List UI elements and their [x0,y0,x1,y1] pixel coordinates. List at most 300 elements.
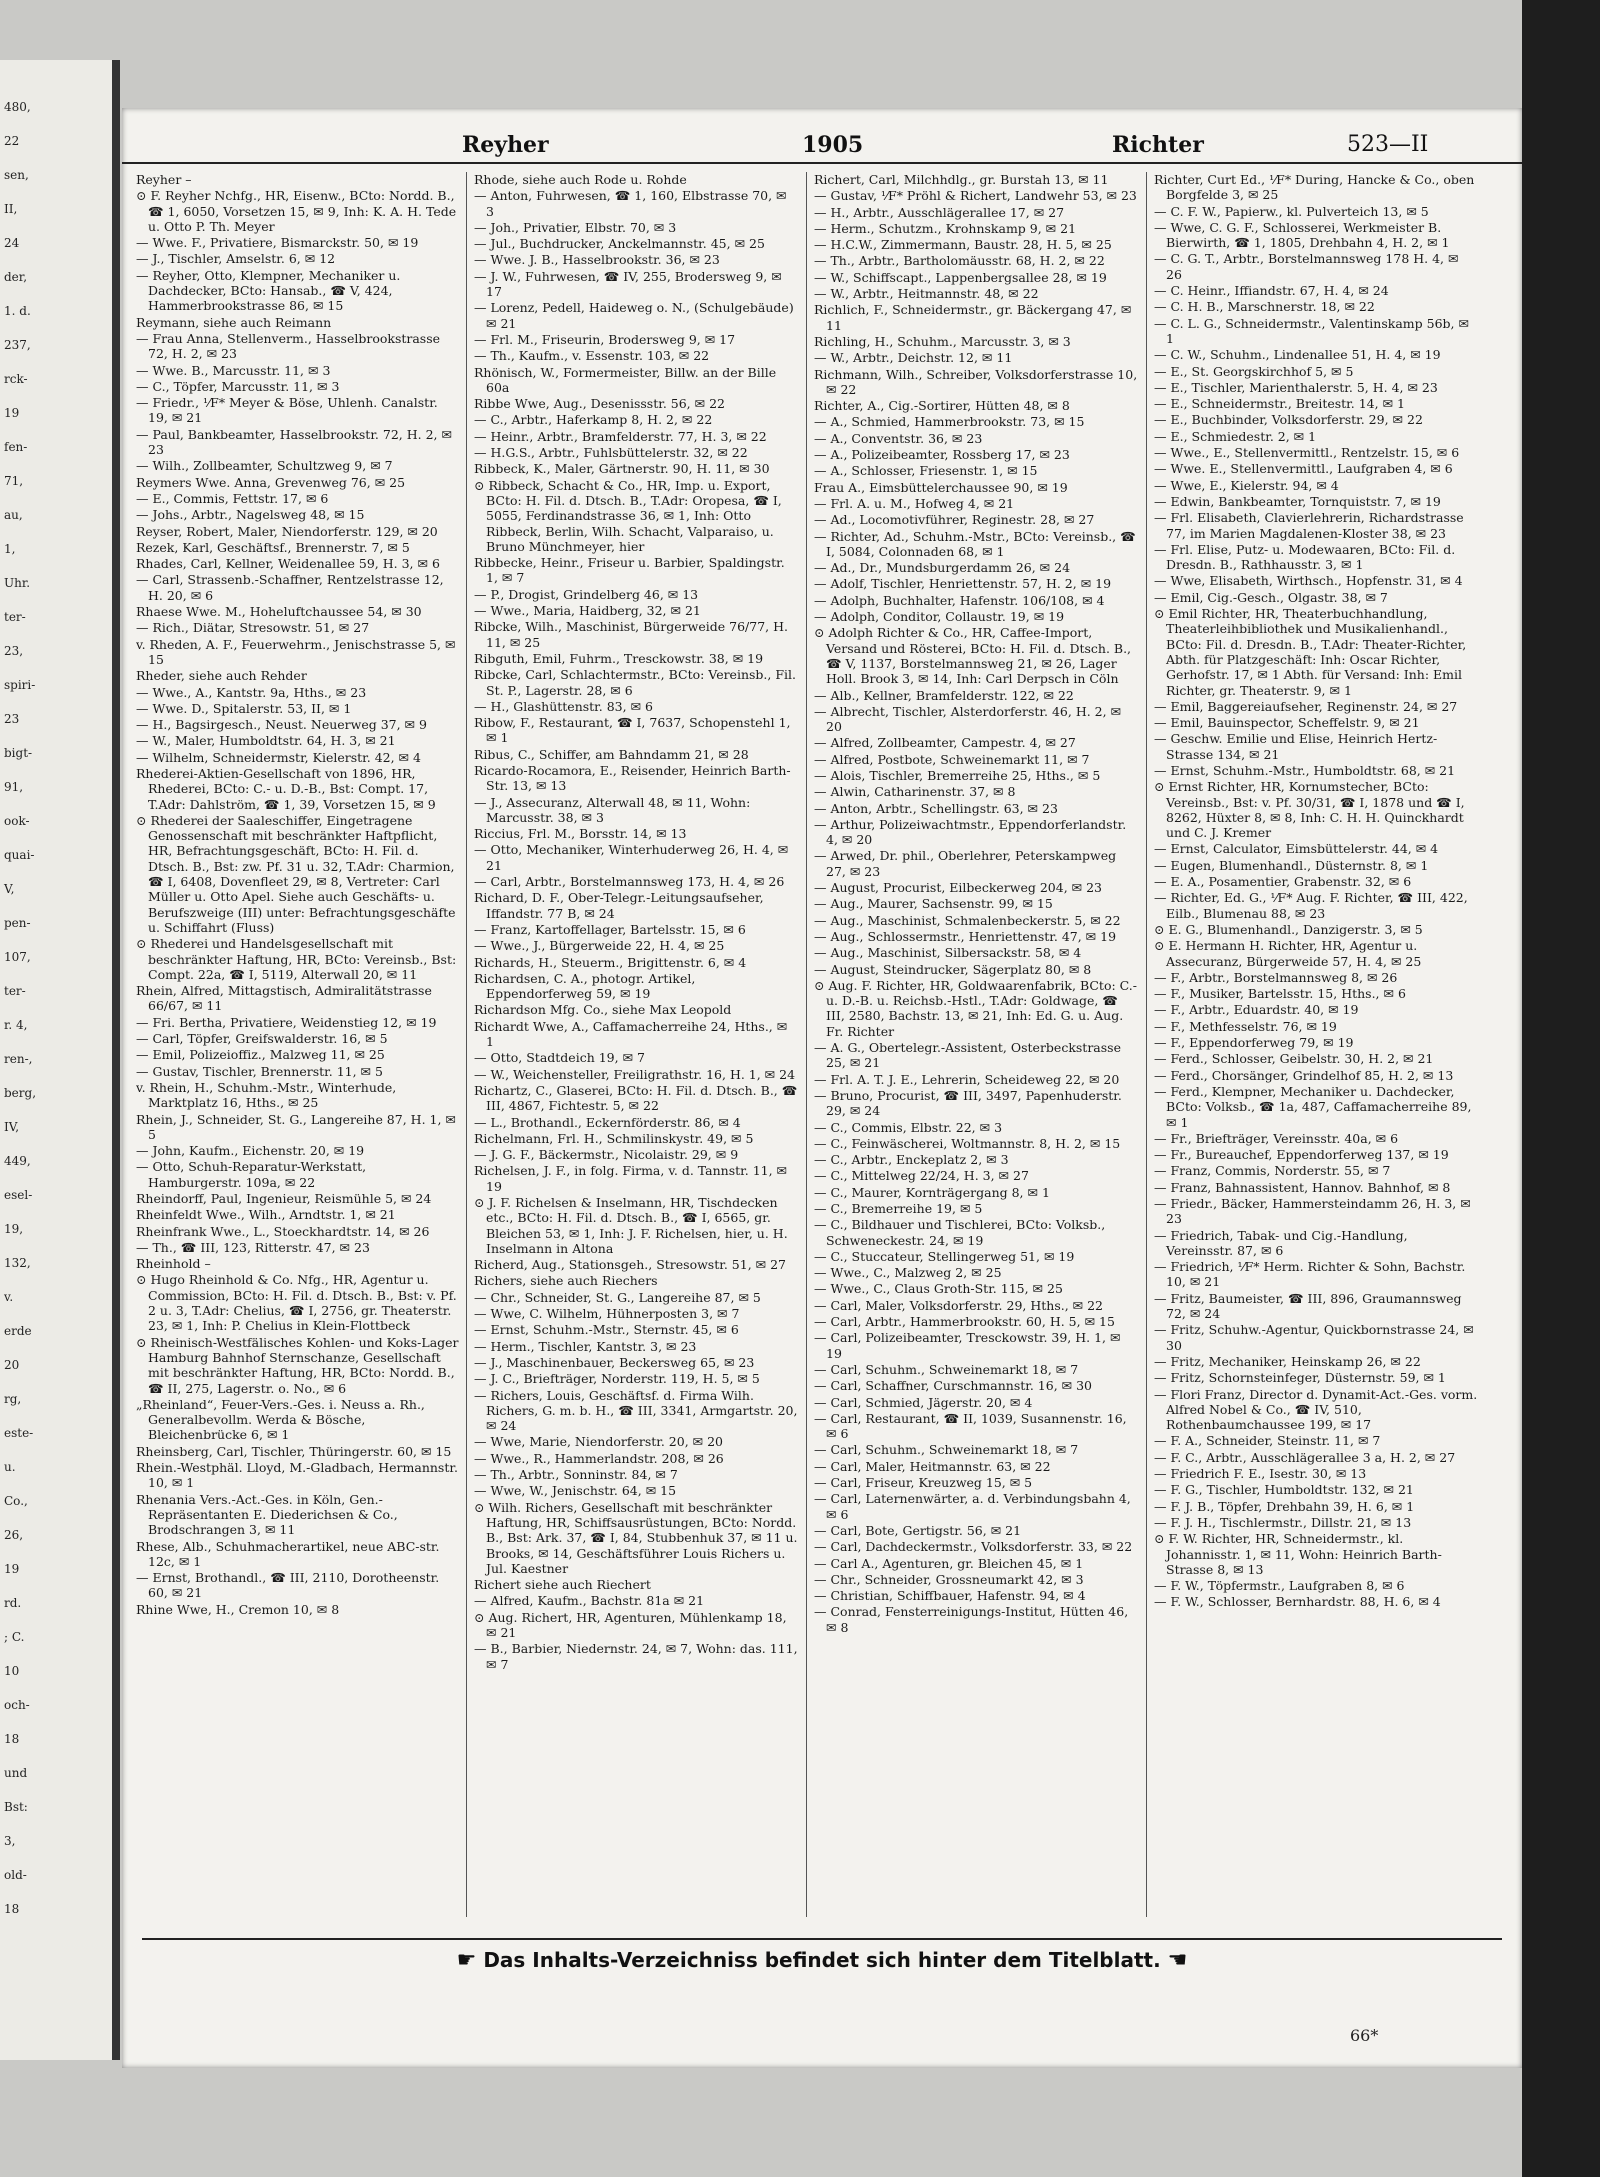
directory-entry: — Carl, Arbtr., Borstelmannsweg 173, H. 4, ✉ 26 [474,874,785,890]
directory-entry: — C. H. B., Marschnerstr. 18, ✉ 22 [1154,299,1375,315]
directory-entry: — Fritz, Schuhw.-Agentur, Quickbornstrasse 24, ✉ 30 [1154,1322,1474,1353]
directory-entry: — F. W., Töpfermstr., Laufgraben 8, ✉ 6 [1154,1578,1405,1594]
directory-entry: Ribbeck, K., Maler, Gärtnerstr. 90, H. 11, ✉ 30 [474,461,770,477]
column-divider [1146,172,1147,1917]
directory-entry: Ribbecke, Heinr., Friseur u. Barbier, Spaldingstr. 1, ✉ 7 [474,555,785,586]
previous-page-fragment: 107, [4,950,31,964]
directory-entry: Richardson Mfg. Co., siehe Max Leopold [474,1002,732,1018]
previous-page-fragment: ter- [4,984,26,998]
directory-entry: Rhederei-Aktien-Gesellschaft von 1896, HR, Rhederei, BCto: C.- u. D.-B., Bst: Compt. 17, T.Adr: Dahlström, ☎ 1, 39, Vorsetzen 15, ✉ 9 [136,765,436,812]
directory-entry: Richardt Wwe, A., Caffamacherreihe 24, Hths., ✉ 1 [474,1018,788,1050]
previous-page-fragment: der, [4,270,28,284]
directory-entry: — Reyher, Otto, Klempner, Mechaniker u. Dachdecker, BCto: Hansab., ☎ V, 424, Hammerbrookstrasse 86, ✉ 15 [136,267,401,314]
directory-entry: — Wwe, E., Kielerstr. 94, ✉ 4 [1154,477,1339,493]
directory-entry: — Frl. A. T. J. E., Lehrerin, Scheideweg 22, ✉ 20 [814,1071,1120,1087]
directory-entry: — Arwed, Dr. phil., Oberlehrer, Peterskampweg 27, ✉ 23 [814,848,1117,879]
directory-entry: — August, Procurist, Eilbeckerweg 204, ✉ 23 [814,880,1103,896]
previous-page-fragment: Uhr. [4,576,31,590]
directory-entry: Rhein, J., Schneider, St. G., Langereihe 87, H. 1, ✉ 5 [136,1111,456,1142]
directory-entry: — H.G.S., Arbtr., Fuhlsbüttelerstr. 32, ✉ 22 [474,445,748,461]
directory-entry: Richartz, C., Glaserei, BCto: H. Fil. d. Dtsch. B., ☎ III, 4867, Fichtestr. 5, ✉ 22 [474,1082,798,1114]
directory-entry: — Wwe. F., Privatiere, Bismarckstr. 50, ✉ 19 [136,235,419,251]
directory-entry: — Ernst, Brothandl., ☎ III, 2110, Dorotheenstr. 60, ✉ 21 [136,1570,440,1601]
directory-entry: — Franz, Bahnassistent, Hannov. Bahnhof, ✉ 8 [1154,1179,1451,1195]
directory-entry: — Fritz, Baumeister, ☎ III, 896, Graumannsweg 72, ✉ 24 [1154,1290,1462,1322]
directory-entry: — Otto, Schuh-Reparatur-Werkstatt, Hamburgerstr. 109a, ✉ 22 [136,1159,367,1190]
previous-page-fragment: fen- [4,440,28,454]
pointing-hand-icon: ☚ [1167,1948,1188,1973]
directory-entry: — W., Schiffscapt., Lappenbergsallee 28, ✉ 19 [814,269,1107,285]
directory-entry: ⊙ Rheinisch-Westfälisches Kohlen- und Koks-Lager Hamburg Bahnhof Sternschanze, Gesellschaft mit beschränkter Haftung, HR, BCto: Nordd. B., ☎ II, 275, Lagerstr. o. No., ✉ 6 [136,1334,459,1396]
directory-entry: — Ad., Locomotivführer, Reginestr. 28, ✉ 27 [814,512,1095,528]
previous-page-fragment: 18 [4,1732,20,1746]
previous-page-fragment: spiri- [4,678,36,692]
previous-page-fragment: rd. [4,1596,22,1610]
header-page-number: 523—II [1347,132,1429,157]
directory-entry: — Wwe., A., Kantstr. 9a, Hths., ✉ 23 [136,684,367,700]
directory-entry: — E., Tischler, Marienthalerstr. 5, H. 4, ✉ 23 [1154,379,1438,395]
directory-entry: — Heinr., Arbtr., Bramfelderstr. 77, H. 3, ✉ 22 [474,428,767,444]
directory-entry: — Flori Franz, Director d. Dynamit-Act.-Ges. vorm. Alfred Nobel & Co., ☎ IV, 510, Rothenbaumchaussee 199, ✉ 17 [1154,1386,1478,1433]
directory-entry: Rhein.-Westphäl. Lloyd, M.-Gladbach, Hermannstr. 10, ✉ 1 [136,1460,458,1491]
header-first-entry: Reyher [462,132,549,158]
directory-entry: — Carl, Friseur, Kreuzweg 15, ✉ 5 [814,1475,1033,1491]
directory-entry: Rheinsberg, Carl, Tischler, Thüringerstr. 60, ✉ 15 [136,1443,452,1459]
directory-entry: — Carl, Bote, Gertigstr. 56, ✉ 21 [814,1522,1022,1538]
directory-entry: — Bruno, Procurist, ☎ III, 3497, Papenhuderstr. 29, ✉ 24 [814,1087,1122,1119]
directory-entry: — Carl, Töpfer, Greifswalderstr. 16, ✉ 5 [136,1031,388,1047]
directory-entry: — Carl, Restaurant, ☎ II, 1039, Susannenstr. 16, ✉ 6 [814,1410,1127,1442]
previous-page-fragment: 71, [4,474,24,488]
directory-entry: — Adolph, Buchhalter, Hafenstr. 106/108, ✉ 4 [814,592,1105,608]
directory-entry: — Friedr., ⅟F* Meyer & Böse, Uhlenh. Canalstr. 19, ✉ 21 [136,395,438,426]
directory-entry: — Fritz, Mechaniker, Heinskamp 26, ✉ 22 [1154,1353,1421,1369]
directory-entry: — H.C.W., Zimmermann, Baustr. 28, H. 5, ✉ 25 [814,237,1112,253]
previous-page-fragment: rg, [4,1392,22,1406]
footer-rule [142,1938,1502,1940]
directory-entry: — Aug., Maschinist, Schmalenbeckerstr. 5, ✉ 22 [814,912,1121,928]
directory-entry: — E., St. Georgskirchhof 5, ✉ 5 [1154,363,1354,379]
footer-note [122,1948,1522,1973]
directory-entry: — H., Arbtr., Ausschlägerallee 17, ✉ 27 [814,204,1065,220]
directory-entry: — C., Maurer, Kornträgergang 8, ✉ 1 [814,1184,1050,1200]
previous-page-fragment: 19, [4,1222,24,1236]
previous-page-fragment: 449, [4,1154,31,1168]
directory-entry: — Albrecht, Tischler, Alsterdorferstr. 46, H. 2, ✉ 20 [814,703,1122,735]
previous-page-fragment: 18 [4,1902,20,1916]
directory-entry: Richlich, F., Schneidermstr., gr. Bäckergang 47, ✉ 11 [814,302,1132,333]
directory-entry: — Alwin, Catharinenstr. 37, ✉ 8 [814,784,1016,800]
directory-entry: — Adolf, Tischler, Henriettenstr. 57, H. 2, ✉ 19 [814,576,1112,592]
directory-entry: — Wwe. E., Stellenvermittl., Laufgraben 4, ✉ 6 [1154,461,1453,477]
directory-entry: ⊙ Adolph Richter & Co., HR, Caffee-Import, Versand und Rösterei, BCto: H. Fil. d. Dtsch. B., ☎ V, 1137, Borstelmannsweg 21, ✉ 26, Lager Holl. Brook 3, ✉ 14, Inh: Carl Derpsch in Cöln [814,625,1132,687]
directory-entry: — Wwe., R., Hammerlandstr. 208, ✉ 26 [474,1450,724,1466]
directory-entry: — Wwe., C., Claus Groth-Str. 115, ✉ 25 [814,1281,1063,1297]
directory-entry: Rhode, siehe auch Rode u. Rohde [474,172,687,187]
previous-page-fragment: sen, [4,168,29,182]
previous-page-edge [0,60,120,2060]
directory-entry: — Wilh., Zollbeamter, Schultzweg 9, ✉ 7 [136,458,393,474]
previous-page-fragment: ren-, [4,1052,33,1066]
directory-entry: Richelmann, Frl. H., Schmilinskystr. 49, ✉ 5 [474,1130,754,1146]
previous-page-fragment: ter- [4,610,26,624]
directory-entry: — F. J. B., Töpfer, Drehbahn 39, H. 6, ✉ 1 [1154,1498,1415,1514]
directory-entry: Richter, A., Cig.-Sortirer, Hütten 48, ✉ 8 [814,398,1070,414]
directory-entry: — Emil, Polizeioffiz., Malzweg 11, ✉ 25 [136,1047,385,1063]
directory-entry: — J., Assecuranz, Alterwall 48, ✉ 11, Wohn: Marcusstr. 38, ✉ 3 [474,794,751,825]
directory-entry: — Wwe, Elisabeth, Wirthsch., Hopfenstr. 31, ✉ 4 [1154,573,1463,589]
directory-entry: — Richter, Ed. G., ⅟F* Aug. F. Richter, ☎ III, 422, Eilb., Blumenau 88, ✉ 23 [1154,890,1468,921]
column-1 [136,172,460,1917]
directory-entry: — Th., Arbtr., Sonninstr. 84, ✉ 7 [474,1467,678,1483]
directory-entry: — E., Buchbinder, Volksdorferstr. 29, ✉ 22 [1154,412,1423,428]
directory-entry: — Ferd., Chorsänger, Grindelhof 85, H. 2, ✉ 13 [1154,1067,1454,1083]
header-last-entry: Richter [1112,132,1204,158]
directory-entry: — C. G. T., Arbtr., Borstelmannsweg 178 H. 4, ✉ 26 [1154,251,1459,282]
directory-entry: — E., Schneidermstr., Breitestr. 14, ✉ 1 [1154,396,1405,412]
directory-entry: — J. C., Briefträger, Norderstr. 119, H. 5, ✉ 5 [474,1371,760,1387]
directory-entry: — A., Schmied, Hammerbrookstr. 73, ✉ 15 [814,414,1085,430]
directory-entry: — P., Drogist, Grindelberg 46, ✉ 13 [474,586,699,602]
directory-entry: — Gustav, ⅟F* Pröhl & Richert, Landwehr 53, ✉ 23 [814,188,1137,204]
directory-entry: Richers, siehe auch Riechers [474,1273,658,1289]
directory-entry: — Wwe., E., Stellenvermittl., Rentzelstr. 15, ✉ 6 [1154,445,1460,461]
previous-page-fragment: 19 [4,406,20,420]
previous-page-fragment: IV, [4,1120,20,1134]
directory-entry: — F. G., Tischler, Humboldtstr. 132, ✉ 21 [1154,1482,1414,1498]
directory-entry: — Richers, Louis, Geschäftsf. d. Firma Wilh. Richers, G. m. b. H., ☎ III, 3341, Armgartstr. 20, ✉ 24 [474,1387,798,1434]
previous-page-fragment: v. [4,1290,14,1304]
directory-entry: — Alois, Tischler, Bremerreihe 25, Hths., ✉ 5 [814,767,1101,783]
directory-entry: — Emil, Cig.-Gesch., Olgastr. 38, ✉ 7 [1154,589,1388,605]
directory-entry: ⊙ F. Reyher Nchfg., HR, Eisenw., BCto: Nordd. B., ☎ 1, 6050, Vorsetzen 15, ✉ 9, Inh: K. A. H. Tede u. Otto P. Th. Meyer [136,188,457,234]
directory-entry: — Alfred, Kaufm., Bachstr. 81a ✉ 21 [474,1593,705,1609]
previous-page-fragment: old- [4,1868,27,1882]
directory-entry: — Wwe. D., Spitalerstr. 53, II, ✉ 1 [136,700,352,716]
directory-entry: Ribbe Wwe, Aug., Desenissstr. 56, ✉ 22 [474,396,725,412]
directory-entry: — C., Arbtr., Haferkamp 8, H. 2, ✉ 22 [474,412,713,428]
directory-entry: Richert siehe auch Riechert [474,1577,651,1593]
directory-entry: — Joh., Privatier, Elbstr. 70, ✉ 3 [474,219,677,235]
directory-entry: — Fr., Briefträger, Vereinsstr. 40a, ✉ 6 [1154,1130,1399,1146]
directory-entry: — Anton, Fuhrwesen, ☎ 1, 160, Elbstrasse 70, ✉ 3 [474,188,787,219]
directory-entry: — Franz, Kartoffellager, Bartelsstr. 15, ✉ 6 [474,921,746,937]
directory-entry: — Frau Anna, Stellenverm., Hasselbrookstrasse 72, H. 2, ✉ 23 [136,330,441,362]
previous-page-fragment: rck- [4,372,28,386]
directory-entry: — J., Tischler, Amselstr. 6, ✉ 12 [136,251,336,267]
directory-entry: — J. G. F., Bäckermstr., Nicolaistr. 29, ✉ 9 [474,1147,739,1163]
directory-entry: — Conrad, Fensterreinigungs-Institut, Hütten 46, ✉ 8 [814,1604,1129,1635]
previous-page-fragment: quai- [4,848,35,862]
directory-entry: ⊙ E. Hermann H. Richter, HR, Agentur u. Assecuranz, Bürgerweide 57, H. 4, ✉ 25 [1154,938,1422,969]
directory-entry: — Franz, Commis, Norderstr. 55, ✉ 7 [1154,1163,1391,1179]
directory-entry: — John, Kaufm., Eichenstr. 20, ✉ 19 [136,1143,365,1159]
directory-entry: — H., Bagsirgesch., Neust. Neuerweg 37, ✉ 9 [136,717,427,733]
directory-entry: — Alfred, Postbote, Schweinemarkt 11, ✉ 7 [814,751,1090,767]
directory-entry: Rheinhold – [136,1256,211,1272]
directory-entry: — Carl, Schuhm., Schweinemarkt 18, ✉ 7 [814,1442,1079,1458]
directory-entry: — Frl. Elisabeth, Clavierlehrerin, Richardstrasse 77, im Marien Magdalenen-Kloster 38, ✉ 23 [1154,510,1464,541]
previous-page-fragment: ook- [4,814,30,828]
directory-entry: Ribcke, Wilh., Maschinist, Bürgerweide 76/77, H. 11, ✉ 25 [474,619,788,650]
directory-entry: — Adolph, Conditor, Collaustr. 19, ✉ 19 [814,609,1065,625]
directory-entry: — Arthur, Polizeiwachtmstr., Eppendorferlandstr. 4, ✉ 20 [814,816,1127,848]
directory-entry: Frau A., Eimsbüttelerchaussee 90, ✉ 19 [814,479,1068,495]
previous-page-fragment: 3, [4,1834,16,1848]
directory-entry: — F. C., Arbtr., Ausschlägerallee 3 a, H. 2, ✉ 27 [1154,1449,1456,1465]
directory-entry: — E., Commis, Fettstr. 17, ✉ 6 [136,490,329,506]
previous-page-fragment: 26, [4,1528,24,1542]
directory-entry: — C. Heinr., Iffiandstr. 67, H. 4, ✉ 24 [1154,283,1389,299]
pointing-hand-icon: ☛ [456,1948,477,1973]
directory-entry: Richerd, Aug., Stationsgeh., Stresowstr. 51, ✉ 27 [474,1257,786,1273]
directory-entry: ⊙ F. W. Richter, HR, Schneidermstr., kl. Johannisstr. 1, ✉ 11, Wohn: Heinrich Barth-Strasse 8, ✉ 13 [1154,1531,1442,1577]
directory-entry: — Ferd., Klempner, Mechaniker u. Dachdecker, BCto: Volksb., ☎ 1a, 487, Caffamacherreihe 89, ✉ 1 [1154,1083,1472,1130]
previous-page-fragment: 24 [4,236,20,250]
directory-entry: — C., Töpfer, Marcusstr. 11, ✉ 3 [136,378,340,394]
directory-entry: — A. G., Obertelegr.-Assistent, Osterbeckstrasse 25, ✉ 21 [814,1040,1121,1071]
directory-entry: — Frl. A. u. M., Hofweg 4, ✉ 21 [814,495,1015,511]
column-2 [474,172,798,1917]
directory-entry: — C., Bremerreihe 19, ✉ 5 [814,1201,983,1216]
directory-entry: ⊙ Aug. Richert, HR, Agenturen, Mühlenkamp 18, ✉ 21 [474,1609,787,1641]
directory-entry: Richard, D. F., Ober-Telegr.-Leitungsaufseher, Iffandstr. 77 B, ✉ 24 [474,890,764,921]
previous-page-fragment: pen- [4,916,31,930]
directory-entry: Reymann, siehe auch Reimann [136,314,332,330]
directory-entry: — F. J. H., Tischlermstr., Dillstr. 21, ✉ 13 [1154,1514,1412,1530]
directory-entry: — Friedrich, ⅟F* Herm. Richter & Sohn, Bachstr. 10, ✉ 21 [1154,1259,1466,1290]
directory-entry: — L., Brothandl., Eckernförderstr. 86, ✉ 4 [474,1114,741,1130]
directory-entry: Riccius, Frl. M., Borsstr. 14, ✉ 13 [474,826,687,842]
directory-entry: — Th., Kaufm., v. Essenstr. 103, ✉ 22 [474,348,710,364]
previous-page-fragment: 22 [4,134,20,148]
directory-entry: — Wwe., J., Bürgerweide 22, H. 4, ✉ 25 [474,938,725,954]
directory-entry: Rhine Wwe, H., Cremon 10, ✉ 8 [136,1601,340,1617]
directory-entry: — Wwe. B., Marcusstr. 11, ✉ 3 [136,362,331,378]
directory-entry: — Eugen, Blumenhandl., Düsternstr. 8, ✉ 1 [1154,857,1429,873]
directory-entry: — F., Arbtr., Borstelmannsweg 8, ✉ 26 [1154,969,1398,985]
directory-entry: — C. L. G., Schneidermstr., Valentinskamp 56b, ✉ 1 [1154,315,1469,346]
directory-entry: — Ernst, Schuhm.-Mstr., Sternstr. 45, ✉ 6 [474,1322,739,1338]
directory-entry: — Aug., Maurer, Sachsenstr. 99, ✉ 15 [814,896,1053,912]
directory-entry: — F., Arbtr., Eduardstr. 40, ✉ 19 [1154,1002,1359,1018]
directory-entry: — Wwe., C., Malzweg 2, ✉ 25 [814,1265,1002,1281]
directory-entry: ⊙ Rhederei der Saaleschiffer, Eingetragene Genossenschaft mit beschränkter Haftpflicht, HR, Befrachtungsgeschäft, BCto: H. Fil. d. Dtsch. B., Bst: zw. Pf. 31 u. 32, T.Adr: Charmion, ☎ I, 6408, Dovenfleet 29, ✉ 8, Vertreter: Carl Müller u. Otto Apel. Siehe auch Geschäfts- u. Berufszweige (III) unter: Befrachtungsgeschäfte u. Schiffahrt (Fluss) [136,812,456,935]
directory-entry: — C., Commis, Elbstr. 22, ✉ 3 [814,1119,1003,1135]
directory-entry: — Alb., Kellner, Bramfelderstr. 122, ✉ 22 [814,687,1074,703]
previous-page-fragment: u. [4,1460,16,1474]
directory-entry: — Fritz, Schornsteinfeger, Düsternstr. 59, ✉ 1 [1154,1370,1446,1386]
previous-page-fragment: 237, [4,338,31,352]
directory-entry: — Chr., Schneider, St. G., Langereihe 87, ✉ 5 [474,1289,761,1305]
directory-entry: — Wwe. J. B., Hasselbrookstr. 36, ✉ 23 [474,252,720,268]
directory-entry: Rheindorff, Paul, Ingenieur, Reismühle 5, ✉ 24 [136,1191,432,1206]
directory-entry: — Edwin, Bankbeamter, Tornquiststr. 7, ✉ 19 [1154,493,1441,509]
directory-entry: — A., Polizeibeamter, Rossberg 17, ✉ 23 [814,447,1070,463]
directory-entry: Reyher – [136,172,192,187]
directory-entry: Ribus, C., Schiffer, am Bahndamm 21, ✉ 28 [474,746,749,762]
directory-entry: ⊙ E. G., Blumenhandl., Danzigerstr. 3, ✉ 5 [1154,921,1423,937]
footer-text: Das Inhalts-Verzeichniss befindet sich hinter dem Titelblatt. [483,1948,1161,1972]
directory-entry: Rezek, Karl, Geschäftsf., Brennerstr. 7, ✉ 5 [136,539,410,555]
directory-entry: ⊙ Rhederei und Handelsgesellschaft mit beschränkter Haftung, HR, BCto: Vereinsb., Bst: Compt. 22a, ☎ I, 5119, Alterwall 20, ✉ 11 [136,936,457,982]
directory-entry: ⊙ Emil Richter, HR, Theaterbuchhandlung, Theaterleihbibliothek und Musikalienhandl., BCto: Fil. d. Dresdn. B., T.Adr: Theater-Richter, Abth. für Platzgeschäft: Inh: Oscar Richter, Gerhofstr. 17, ✉ 1 Abth. für Versand: Inh: Emil Richter, gr. Theaterstr. 9, ✉ 1 [1154,606,1467,698]
previous-page-fragment: erde [4,1324,32,1338]
directory-entry: — Carl, Schmied, Jägerstr. 20, ✉ 4 [814,1394,1033,1410]
previous-page-fragment: V, [4,882,15,896]
directory-entry: — Carl, Schuhm., Schweinemarkt 18, ✉ 7 [814,1361,1079,1377]
previous-page-fragment: ; C. [4,1630,25,1644]
directory-entry: — Th., ☎ III, 123, Ritterstr. 47, ✉ 23 [136,1239,370,1255]
directory-entry: — Richter, Ad., Schuhm.-Mstr., BCto: Vereinsb., ☎ I, 5084, Colonnaden 68, ✉ 1 [814,528,1136,559]
directory-entry: — C., Mittelweg 22/24, H. 3, ✉ 27 [814,1168,1029,1184]
previous-page-fragment: Co., [4,1494,28,1508]
directory-entry: Rhaese Wwe. M., Hoheluftchaussee 54, ✉ 30 [136,604,422,620]
directory-entry: — W., Maler, Humboldtstr. 64, H. 3, ✉ 21 [136,733,396,749]
directory-entry: — Geschw. Emilie und Elise, Heinrich Hertz-Strasse 134, ✉ 21 [1154,731,1438,762]
previous-page-fragment: esel- [4,1188,33,1202]
directory-entry: — Otto, Stadtdeich 19, ✉ 7 [474,1050,645,1066]
directory-entry: — C., Arbtr., Enckeplatz 2, ✉ 3 [814,1152,1009,1168]
directory-entry: — Ferd., Schlosser, Geibelstr. 30, H. 2, ✉ 21 [1154,1051,1434,1067]
directory-entry: — F., Methfesselstr. 76, ✉ 19 [1154,1018,1337,1034]
previous-page-fragment: berg, [4,1086,37,1100]
directory-entry: — Wwe., Maria, Haidberg, 32, ✉ 21 [474,603,701,619]
directory-entry: — Wwe, Marie, Niendorferstr. 20, ✉ 20 [474,1434,724,1450]
previous-page-fragment: 91, [4,780,24,794]
directory-entry: Richert, Carl, Milchhdlg., gr. Burstah 13, ✉ 11 [814,172,1109,187]
column-divider [806,172,807,1917]
directory-entry: — Aug., Maschinist, Silbersackstr. 58, ✉ 4 [814,945,1082,961]
directory-entry: Ricardo-Rocamora, E., Reisender, Heinrich Barth-Str. 13, ✉ 13 [474,762,791,794]
directory-entry: — E. A., Posamentier, Grabenstr. 32, ✉ 6 [1154,874,1412,890]
directory-entry: Rheder, siehe auch Rehder [136,668,307,684]
directory-entry: — Ernst, Calculator, Eimsbüttelerstr. 44, ✉ 4 [1154,841,1439,857]
directory-entry: — F. A., Schneider, Steinstr. 11, ✉ 7 [1154,1433,1381,1449]
directory-entry: ⊙ Ribbeck, Schacht & Co., HR, Imp. u. Export, BCto: H. Fil. d. Dtsch. B., T.Adr: Oropesa, ☎ I, 5055, Ferdinandstrasse 36, ✉ 1, Inh: Otto Ribbeck, Berlin, Wilh. Schacht, Valparaiso, u. Bruno Münchmeyer, hier [474,477,782,554]
column-4 [1154,172,1478,1917]
directory-entry: — A., Schlosser, Friesenstr. 1, ✉ 15 [814,463,1038,479]
directory-entry: Reyser, Robert, Maler, Niendorferstr. 129, ✉ 20 [136,523,438,539]
directory-entry: — F., Eppendorferweg 79, ✉ 19 [1154,1035,1354,1051]
directory-entry: — Wilhelm, Schneidermstr, Kielerstr. 42, ✉ 4 [136,749,421,765]
directory-entry: — Frl. M., Friseurin, Brodersweg 9, ✉ 17 [474,331,736,347]
directory-entry: — Carl, Dachdeckermstr., Volksdorferstr. 33, ✉ 22 [814,1539,1133,1555]
directory-entry: — W., Arbtr., Heitmannstr. 48, ✉ 22 [814,286,1039,302]
directory-entry: — Alfred, Zollbeamter, Campestr. 4, ✉ 27 [814,735,1076,751]
directory-entry: Richling, H., Schuhm., Marcusstr. 3, ✉ 3 [814,333,1071,349]
directory-entry: „Rheinland“, Feuer-Vers.-Ges. i. Neuss a. Rh., Generalbevollm. Werda & Bösche, Bleichenbrücke 6, ✉ 1 [136,1396,425,1443]
directory-entry: — Friedr., Bäcker, Hammersteindamm 26, H. 3, ✉ 23 [1154,1196,1471,1227]
directory-entry: — B., Barbier, Niedernstr. 24, ✉ 7, Wohn: das. 111, ✉ 7 [474,1641,798,1672]
directory-entry: — Carl, Polizeibeamter, Tresckowstr. 39, H. 1, ✉ 19 [814,1330,1121,1361]
directory-entry: — Herm., Tischler, Kantstr. 3, ✉ 23 [474,1338,697,1354]
directory-entry: Rheinfeldt Wwe., Wilh., Arndtstr. 1, ✉ 21 [136,1207,396,1223]
directory-entry: — A., Conventstr. 36, ✉ 23 [814,430,983,446]
directory-entry: Richards, H., Steuerm., Brigittenstr. 6, ✉ 4 [474,954,747,970]
directory-entry: Ribguth, Emil, Fuhrm., Tresckowstr. 38, ✉ 19 [474,650,764,666]
scan-shadow [1522,0,1600,2177]
directory-entry: — August, Steindrucker, Sägerplatz 80, ✉ 8 [814,961,1092,977]
directory-entry: — Carl, Laternenwärter, a. d. Verbindungsbahn 4, ✉ 6 [814,1491,1131,1522]
directory-entry: — Fri. Bertha, Privatiere, Weidenstieg 12, ✉ 19 [136,1014,437,1030]
directory-entry: — J. W., Fuhrwesen, ☎ IV, 255, Brodersweg 9, ✉ 17 [474,268,782,300]
previous-page-fragment: au, [4,508,23,522]
previous-page-fragment: und [4,1766,28,1780]
previous-page-fragment: 10 [4,1664,20,1678]
directory-entry: — Jul., Buchdrucker, Anckelmannstr. 45, ✉ 25 [474,236,765,252]
previous-page-fragment: este- [4,1426,34,1440]
directory-entry: Rhades, Carl, Kellner, Weidenallee 59, H. 3, ✉ 6 [136,556,440,572]
previous-page-fragment: Bst: [4,1800,28,1814]
directory-entry: Reymers Wwe. Anna, Grevenweg 76, ✉ 25 [136,474,406,490]
previous-page-fragment: 1, [4,542,16,556]
directory-entry: — Emil, Bauinspector, Scheffelstr. 9, ✉ 21 [1154,715,1420,731]
directory-entry: — W., Weichensteller, Freiligrathstr. 16, H. 1, ✉ 24 [474,1066,796,1082]
directory-page [122,108,1522,2068]
directory-entry: Richardsen, C. A., photogr. Artikel, Eppendorferweg 59, ✉ 19 [474,970,696,1002]
directory-entry: — Carl, Arbtr., Hammerbrookstr. 60, H. 5, ✉ 15 [814,1314,1115,1330]
directory-entry: — C., Bildhauer und Tischlerei, BCto: Volksb., Schweneckestr. 24, ✉ 19 [814,1217,1106,1248]
previous-page-fragment: bigt- [4,746,33,760]
directory-entry: ⊙ Hugo Rheinhold & Co. Nfg., HR, Agentur u. Commission, BCto: H. Fil. d. Dtsch. B., Bst: v. Pf. 2 u. 3, T.Adr: Chelius, ☎ I, 2756, gr. Theaterstr. 23, ✉ 1, Inh: P. Chelius in Klein-Flottbeck [136,1272,457,1334]
directory-entry: Richelsen, J. F., in folg. Firma, v. d. Tannstr. 11, ✉ 19 [474,1163,788,1194]
directory-entry: — C., Stuccateur, Stellingerweg 51, ✉ 19 [814,1248,1075,1264]
directory-entry: — Rich., Diätar, Stresowstr. 51, ✉ 27 [136,620,370,636]
directory-entry: — F. W., Schlosser, Bernhardstr. 88, H. 6, ✉ 4 [1154,1594,1441,1610]
directory-entry: — C. F. W., Papierw., kl. Pulverteich 13, ✉ 5 [1154,203,1429,219]
directory-entry: — C., Feinwäscherei, Woltmannstr. 8, H. 2, ✉ 15 [814,1135,1121,1151]
directory-entry: ⊙ Aug. F. Richter, HR, Goldwaarenfabrik, BCto: C.- u. D.-B. u. Reichsb.-Hstl., T.Adr: Goldwage, ☎ III, 2580, Bachstr. 13, ✉ 21, Inh: Ed. G. u. Aug. Fr. Richter [814,977,1137,1039]
directory-entry: — Johs., Arbtr., Nagelsweg 48, ✉ 15 [136,507,365,523]
directory-entry: — W., Arbtr., Deichstr. 12, ✉ 11 [814,350,1013,366]
directory-entry: — H., Glashüttenstr. 83, ✉ 6 [474,698,653,714]
header-year: 1905 [802,132,864,158]
directory-entry: — Wwe, C. Wilhelm, Hühnerposten 3, ✉ 7 [474,1306,740,1322]
directory-entry: ⊙ Ernst Richter, HR, Kornumstecher, BCto: Vereinsb., Bst: v. Pf. 30/31, ☎ I, 1878 und ☎ I, 8262, Hüxter 8, ✉ 8, Inh: C. H. H. Quinckhardt und C. J. Kremer [1154,779,1465,841]
previous-page-fragment: och- [4,1698,30,1712]
directory-entry: — Fr., Bureauchef, Eppendorferweg 137, ✉ 19 [1154,1147,1449,1163]
directory-entry: v. Rheden, A. F., Feuerwehrm., Jenischstrasse 5, ✉ 15 [136,636,456,667]
directory-entry: — Frl. Elise, Putz- u. Modewaaren, BCto: Fil. d. Dresdn. B., Rathhausstr. 3, ✉ 1 [1154,541,1456,573]
directory-entry: — Christian, Schiffbauer, Hafenstr. 94, ✉ 4 [814,1588,1086,1604]
directory-entry: — Herm., Schutzm., Krohnskamp 9, ✉ 21 [814,220,1077,236]
previous-page-fragment: 1. d. [4,304,31,318]
column-divider [466,172,467,1917]
directory-entry: — Carl, Maler, Heitmannstr. 63, ✉ 22 [814,1458,1051,1474]
page-code: 66* [1350,2026,1379,2045]
directory-entry: Ribow, F., Restaurant, ☎ I, 7637, Schopenstehl 1, ✉ 1 [474,715,791,746]
directory-entry: — Anton, Arbtr., Schellingstr. 63, ✉ 23 [814,800,1058,816]
directory-entry: Rhönisch, W., Formermeister, Billw. an der Bille 60a [474,364,777,395]
previous-page-fragment: 132, [4,1256,31,1270]
directory-entry: — E., Schmiedestr. 2, ✉ 1 [1154,428,1317,444]
directory-entry: — Carl, Maler, Volksdorferstr. 29, Hths., ✉ 22 [814,1297,1104,1313]
directory-entry: — Wwe, C. G. F., Schlosserei, Werkmeister B. Bierwirth, ☎ 1, 1805, Drehbahn 4, H. 2, ✉ 1 [1154,219,1450,251]
directory-entry: — Chr., Schneider, Grossneumarkt 42, ✉ 3 [814,1571,1084,1587]
column-3 [814,172,1138,1917]
page-header [122,128,1522,164]
previous-page-fragment: 19 [4,1562,20,1576]
directory-entry: — Carl, Strassenb.-Schaffner, Rentzelstrasse 12, H. 20, ✉ 6 [136,572,444,603]
directory-entry: — Aug., Schlossermstr., Henriettenstr. 47, ✉ 19 [814,928,1117,944]
directory-entry: Rheinfrank Wwe., L., Stoeckhardtstr. 14, ✉ 26 [136,1223,430,1239]
directory-entry: — Carl, Schaffner, Curschmannstr. 16, ✉ 30 [814,1378,1093,1394]
previous-page-fragment: 480, [4,100,31,114]
directory-entry: — Friedrich, Tabak- und Cig.-Handlung, Vereinsstr. 87, ✉ 6 [1154,1227,1408,1258]
directory-entry: — Emil, Baggereiaufseher, Reginenstr. 24, ✉ 27 [1154,698,1458,714]
directory-entry: — Ad., Dr., Mundsburgerdamm 26, ✉ 24 [814,560,1071,576]
